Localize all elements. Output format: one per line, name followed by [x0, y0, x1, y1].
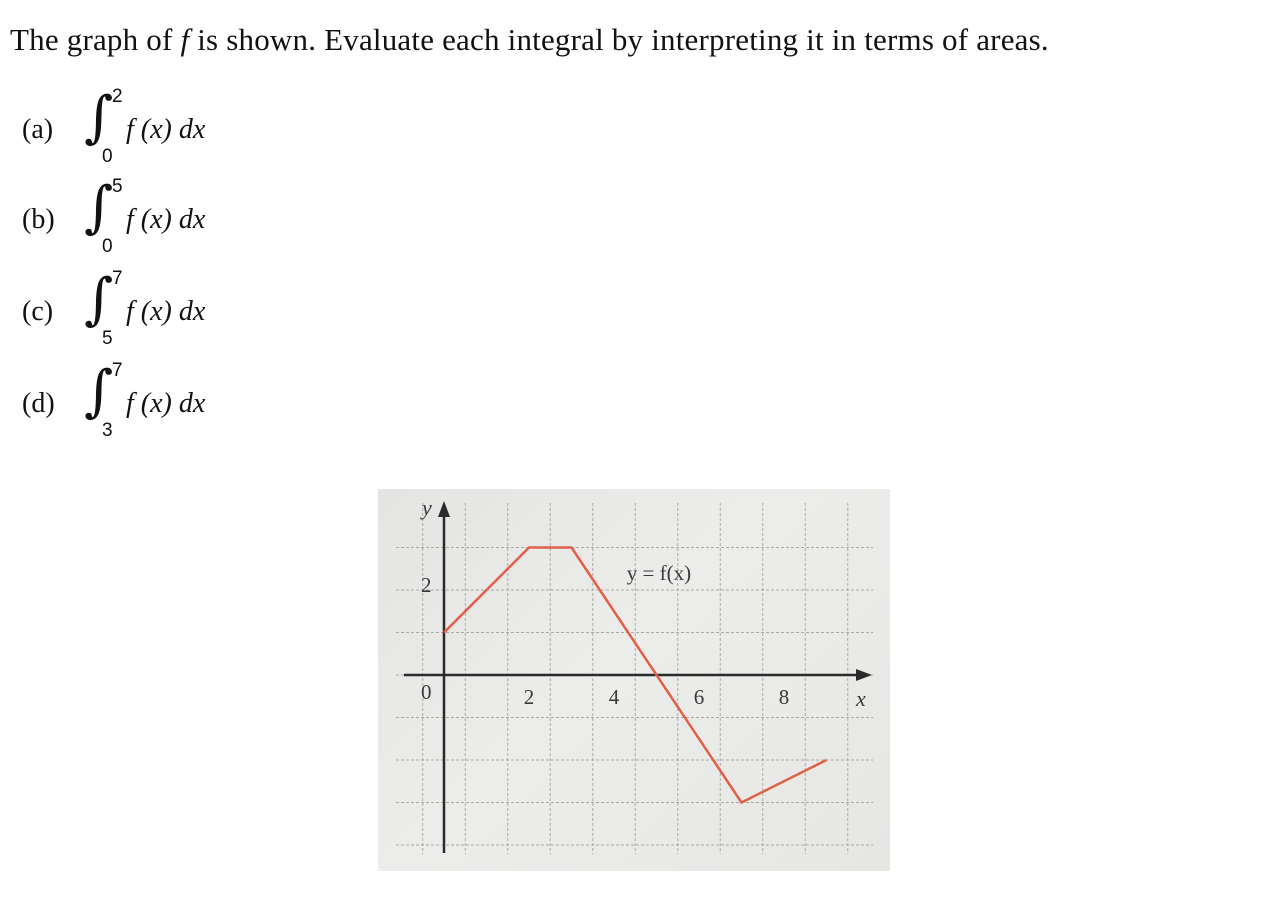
part-c-integral-sign: ∫	[84, 267, 114, 332]
part-b-label: (b)	[22, 204, 55, 235]
part-d	[22, 360, 282, 450]
part-c	[22, 268, 282, 358]
part-a-integrand: f (x) dx	[126, 114, 206, 145]
y-axis-label: y	[422, 495, 432, 520]
part-d-integrand: f (x) dx	[126, 388, 206, 419]
y-tick-label: 2	[421, 573, 432, 597]
part-a-lower-limit: 0	[102, 146, 113, 167]
part-b-upper-limit: 5	[112, 176, 123, 197]
curve-label: y = f(x)	[626, 561, 692, 585]
part-d-upper-limit: 7	[112, 360, 123, 381]
part-c-integrand: f (x) dx	[126, 296, 206, 327]
x-axis-label: x	[856, 686, 866, 711]
axes	[404, 501, 872, 853]
x-tick-label: 6	[693, 685, 705, 709]
part-b-lower-limit: 0	[102, 236, 113, 257]
part-b	[22, 176, 282, 266]
x-axis-arrow-icon	[856, 669, 872, 681]
y-axis-arrow-icon	[438, 501, 450, 517]
x-tick-label: 2	[523, 685, 535, 709]
part-d-lower-limit: 3	[102, 420, 113, 441]
part-a-label: (a)	[22, 114, 54, 145]
part-b-integrand: f (x) dx	[126, 204, 206, 235]
part-c-upper-limit: 7	[112, 268, 123, 289]
part-c-lower-limit: 5	[102, 328, 113, 349]
axis-labels	[420, 495, 866, 711]
x-tick-label: 4	[608, 685, 620, 709]
prompt-function-variable: f	[180, 22, 190, 57]
function-graph	[378, 489, 890, 871]
prompt-text-start: The graph of	[10, 22, 181, 57]
x-tick-label: 8	[778, 685, 790, 709]
part-a-upper-limit: 2	[112, 86, 123, 107]
prompt-text-end: is shown. Evaluate each integral by interpreting it in terms of areas.	[189, 22, 1049, 57]
part-c-label: (c)	[22, 296, 54, 327]
part-d-integral-sign: ∫	[84, 359, 114, 424]
grid	[396, 503, 873, 854]
part-b-integral-sign: ∫	[84, 175, 114, 240]
part-d-label: (d)	[22, 388, 55, 419]
graph-photo	[378, 489, 890, 871]
part-a-integral-sign: ∫	[84, 85, 114, 150]
origin-label: 0	[421, 680, 432, 704]
problem-prompt	[10, 22, 1049, 58]
part-a	[22, 86, 282, 176]
